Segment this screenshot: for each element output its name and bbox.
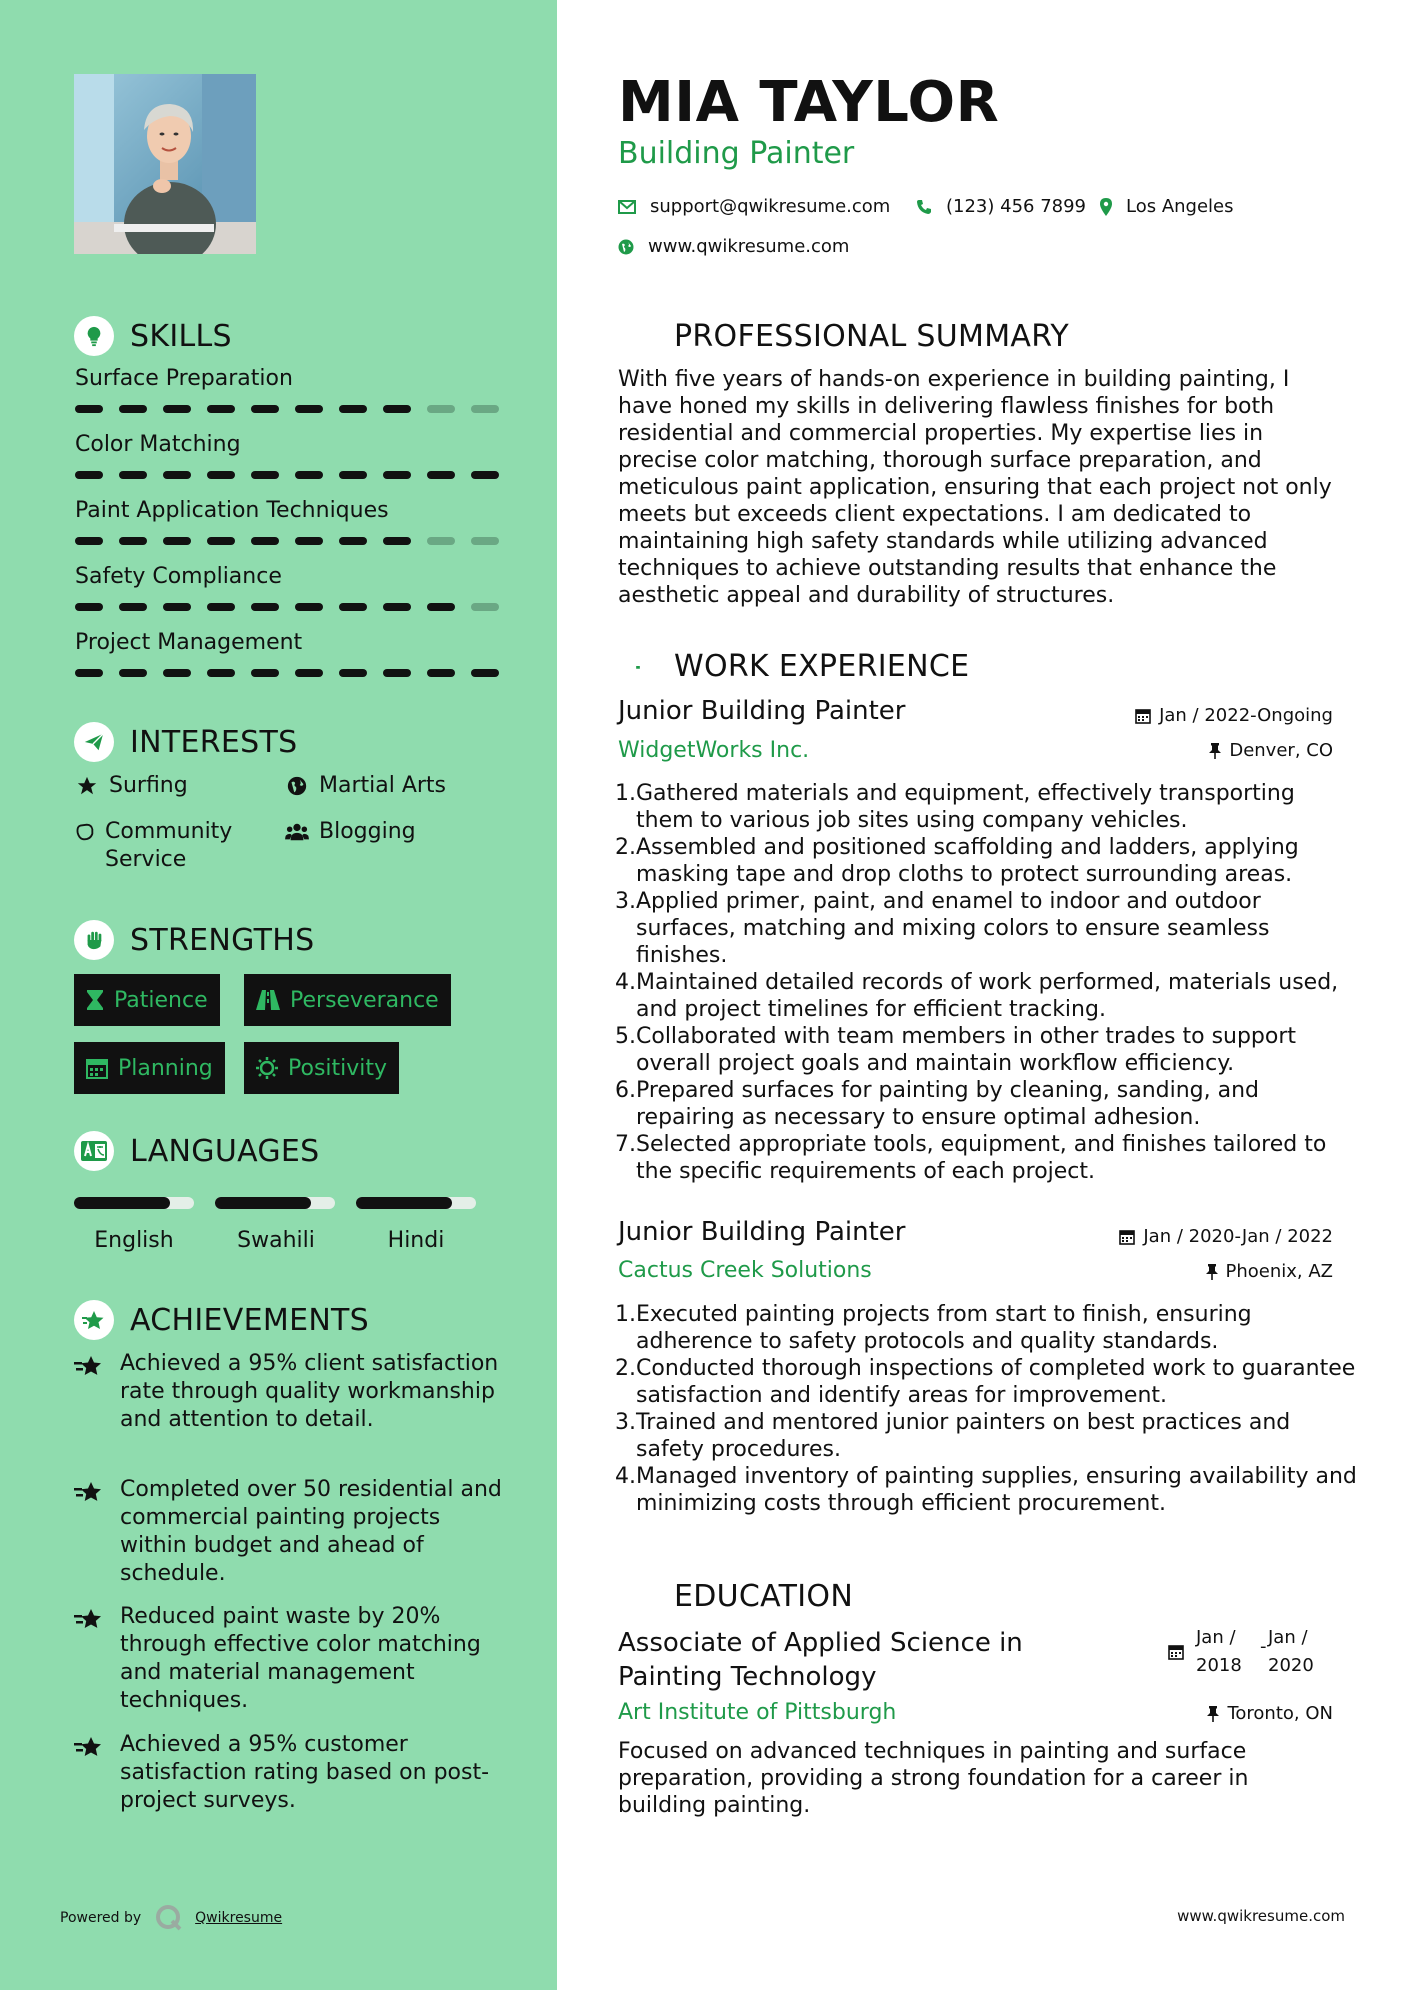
strength-label: Planning [118,1055,213,1081]
duty-item: Executed painting projects from start to finish, ensuring adherence to safety protocols and quality standards. [636,1302,1252,1354]
job-location-text: Denver, CO [1229,740,1333,761]
language-level-fill [215,1197,311,1209]
skill-dash-filled [119,405,147,413]
achievement-text: Achieved a 95% customer satisfaction rating based on post-project surveys. [120,1732,490,1813]
hand-icon [74,818,96,843]
strength-tag [74,1042,225,1094]
end-month: Jan / [1268,1627,1308,1648]
skill-dash-filled [75,471,103,479]
road-icon [256,990,280,1010]
skill-dash-empty [471,537,499,545]
job-location [1206,1261,1334,1282]
user-icon [618,316,658,356]
duty-item: Conducted thorough inspections of completed work to guarantee satisfaction and identify areas for improvement. [636,1356,1356,1408]
users-icon [284,818,310,843]
sidebar [0,0,557,1990]
skill-dash-filled [471,669,499,677]
pushpin-icon [1207,1706,1219,1722]
job-role: Junior Building Painter [618,696,906,726]
globe-icon [618,239,634,255]
contact-email[interactable] [618,196,890,217]
hourglass-icon [86,989,104,1011]
skill-dash-filled [119,471,147,479]
strength-label: Perseverance [290,987,439,1013]
email-text: support@qwikresume.com [650,196,891,217]
job-dates-text: Jan / 2020-Jan / 2022 [1143,1226,1333,1247]
interest-item [284,772,446,800]
start-month: Jan / [1196,1627,1236,1648]
skill-name: Color Matching [75,432,241,457]
duty-item: Maintained detailed records of work performed, materials used, and project timelines for efficient tracking. [636,970,1339,1022]
skill-dash-filled [251,405,279,413]
star-burst-icon [74,1476,108,1510]
pushpin-icon [1206,1264,1218,1280]
envelope-icon [618,200,636,214]
language-icon [74,1131,114,1171]
phone-icon [916,199,932,215]
education-description: Focused on advanced techniques in painting and surface preparation, providing a strong foundation for a career in building painting. [618,1739,1249,1818]
language-meter [356,1197,476,1209]
skill-dash-filled [119,669,147,677]
achievement-text: Completed over 50 residential and commercial painting projects within budget and ahead of schedule. [120,1477,502,1586]
language-level-fill [356,1197,452,1209]
education-end-date [1268,1624,1314,1680]
skill-dash-filled [163,471,191,479]
skill-dash-filled [207,471,235,479]
fist-icon [74,920,114,960]
skill-dash-filled [75,537,103,545]
skill-name: Project Management [75,630,303,655]
job-role: Junior Building Painter [618,1217,906,1247]
skill-dash-filled [207,603,235,611]
duty-item: Applied primer, paint, and enamel to indoor and outdoor surfaces, matching and mixing colors to ensure seamless finishes. [636,889,1270,968]
strengths-heading [74,920,314,960]
interests-title: INTERESTS [130,724,298,760]
interests-heading [74,722,297,762]
calendar-icon [1168,1644,1184,1660]
star-icon [74,772,100,797]
degree-line: Associate of Applied Science in [618,1628,1023,1658]
duty-item: Selected appropriate tools, equipment, and finishes tailored to the specific requirements of each project. [636,1132,1327,1184]
interest-label: Blogging [319,819,416,844]
summary-heading [618,316,1069,356]
skill-dash-filled [427,471,455,479]
skill-dash-filled [383,471,411,479]
interest-item [74,772,188,800]
company-name: Cactus Creek Solutions [618,1258,872,1283]
skill-dash-filled [119,603,147,611]
skill-dash-filled [251,669,279,677]
skill-meter [75,669,499,677]
skill-dash-filled [295,537,323,545]
strength-tag [244,1042,399,1094]
duty-item: Trained and mentored junior painters on best practices and safety procedures. [636,1410,1291,1462]
experience-title: WORK EXPERIENCE [674,648,970,684]
company-name: WidgetWorks Inc. [618,738,810,763]
powered-by-label: Powered by [60,1910,142,1926]
achievements-title: ACHIEVEMENTS [130,1302,370,1338]
star-burst-icon [74,1731,108,1765]
duty-item: Managed inventory of painting supplies, ensuring availability and minimizing costs through efficient procurement. [636,1464,1357,1516]
language-name: Hindi [387,1228,445,1253]
job-dates [1135,705,1333,726]
skill-name: Surface Preparation [75,366,293,391]
job-dates-text: Jan / 2022-Ongoing [1159,705,1333,726]
skill-dash-filled [75,405,103,413]
achievement-text: Reduced paint waste by 20% through effective color matching and material management techniques. [120,1604,481,1713]
skill-dash-empty [427,405,455,413]
job-duties [618,780,1358,1185]
interest-label: Surfing [109,773,188,798]
skill-dash-filled [383,603,411,611]
education-location [1207,1703,1333,1724]
skill-dash-filled [427,603,455,611]
phone-text: (123) 456 7899 [946,196,1087,217]
skill-dash-filled [75,669,103,677]
strengths-title: STRENGTHS [130,922,315,958]
interest-label: Martial Arts [319,773,447,798]
skill-dash-filled [75,603,103,611]
powered-by [60,1904,282,1932]
skill-dash-empty [427,537,455,545]
pushpin-icon [1209,743,1221,759]
contact-phone[interactable] [916,196,1086,217]
skill-meter [75,471,499,479]
strength-tag [74,974,220,1026]
skill-dash-filled [339,669,367,677]
paper-plane-icon [74,722,114,762]
job-duties [618,1301,1358,1517]
achievement-item [74,1731,504,1815]
skill-dash-filled [251,537,279,545]
skills-heading [74,316,232,356]
summary-title: PROFESSIONAL SUMMARY [674,318,1070,354]
star-burst-icon [74,1350,108,1384]
job-location [1209,740,1333,761]
summary-text: With five years of hands-on experience in building painting, I have honed my skills in delivering flawless finishes for both residential and commercial properties. My expertise lies in precise color matching, thorough surface preparation, and meticulous paint application, ensuring that each project not only meets but exceeds client expectations. I am dedicated to maintaining high safety standards while utilizing advanced techniques to achieve outstanding results that enhance the aesthetic appeal and durability of structures. [618,367,1332,608]
skill-dash-filled [471,471,499,479]
start-year: 2018 [1196,1655,1242,1676]
achievement-item [74,1476,504,1588]
skill-dash-filled [339,405,367,413]
interest-item [284,818,416,846]
skill-dash-empty [471,603,499,611]
achievement-text: Achieved a 95% client satisfaction rate through quality workmanship and attention to detail. [120,1351,499,1432]
sun-icon [256,1057,278,1079]
skill-dash-filled [383,537,411,545]
skill-dash-filled [119,537,147,545]
skill-meter [75,405,499,413]
interest-label: Community Service [105,819,233,872]
skill-dash-filled [383,669,411,677]
skill-dash-filled [295,405,323,413]
star-burst-icon [74,1603,108,1637]
achievements-heading [74,1300,369,1340]
achievement-item [74,1603,504,1715]
skill-dash-filled [163,405,191,413]
skill-dash-filled [339,537,367,545]
skill-dash-filled [163,669,191,677]
skill-dash-empty [471,405,499,413]
duty-item: Prepared surfaces for painting by cleaning, sanding, and repairing as necessary to ensure optimal adhesion. [636,1078,1260,1130]
strength-label: Patience [114,987,208,1013]
contact-website[interactable] [618,236,849,257]
skill-dash-filled [295,471,323,479]
skill-dash-filled [251,603,279,611]
end-year: 2020 [1268,1655,1314,1676]
language-name: Swahili [237,1228,315,1253]
strength-tag [244,974,451,1026]
languages-heading [74,1131,320,1171]
language-name: English [94,1228,174,1253]
language-level-fill [74,1197,170,1209]
briefcase-icon [618,646,658,686]
skills-title: SKILLS [130,318,232,354]
skill-meter [75,537,499,545]
strength-label: Positivity [288,1055,388,1081]
lightbulb-icon [74,316,114,356]
job-location-text: Phoenix, AZ [1225,1261,1333,1282]
education-start-date [1196,1624,1242,1680]
candidate-name: MIA TAYLOR [618,70,1000,135]
skill-dash-filled [163,603,191,611]
calendar-icon [1119,1229,1135,1245]
skill-dash-filled [251,471,279,479]
education-location-text: Toronto, ON [1227,1703,1333,1724]
skill-meter [75,603,499,611]
language-meter [74,1197,194,1209]
job-title: Building Painter [618,136,855,171]
education-title: EDUCATION [674,1578,854,1614]
language-meter [215,1197,335,1209]
skill-name: Paint Application Techniques [75,498,389,523]
job-dates [1119,1226,1333,1247]
duty-item: Assembled and positioned scaffolding and ladders, applying masking tape and drop cloths to protect surrounding areas. [636,835,1299,887]
qwikresume-link[interactable]: Qwikresume [195,1910,283,1926]
calendar-icon [1135,708,1151,724]
skill-dash-filled [339,603,367,611]
skill-dash-filled [295,603,323,611]
skill-dash-filled [207,537,235,545]
interest-item [74,818,254,874]
date-separator: - [1260,1636,1267,1657]
location-text: Los Angeles [1126,196,1234,217]
map-pin-icon [1100,198,1112,216]
skill-dash-filled [427,669,455,677]
education-heading [618,1576,853,1616]
footer-website[interactable]: www.qwikresume.com [1177,1907,1345,1925]
experience-heading [618,646,969,686]
duty-item: Collaborated with team members in other trades to support overall project goals and maintain workflow efficiency. [636,1024,1297,1076]
website-text: www.qwikresume.com [648,236,850,257]
languages-title: LANGUAGES [130,1133,320,1169]
school-name: Art Institute of Pittsburgh [618,1700,897,1725]
skill-dash-filled [207,405,235,413]
skill-dash-filled [163,537,191,545]
skill-dash-filled [207,669,235,677]
graduate-icon [618,1576,658,1616]
trophy-icon [74,1300,114,1340]
degree-name [618,1626,1023,1694]
profile-photo [74,74,256,254]
skill-name: Safety Compliance [75,564,282,589]
degree-line: Painting Technology [618,1662,877,1692]
duty-item: Gathered materials and equipment, effectively transporting them to various job sites using company vehicles. [636,781,1295,833]
globe-icon [284,772,310,797]
skill-dash-filled [295,669,323,677]
skill-dash-filled [383,405,411,413]
contact-location [1100,196,1234,217]
qwikresume-logo-icon [155,1904,183,1932]
skill-dash-filled [339,471,367,479]
calendar-icon [86,1057,108,1079]
achievement-item [74,1350,504,1434]
